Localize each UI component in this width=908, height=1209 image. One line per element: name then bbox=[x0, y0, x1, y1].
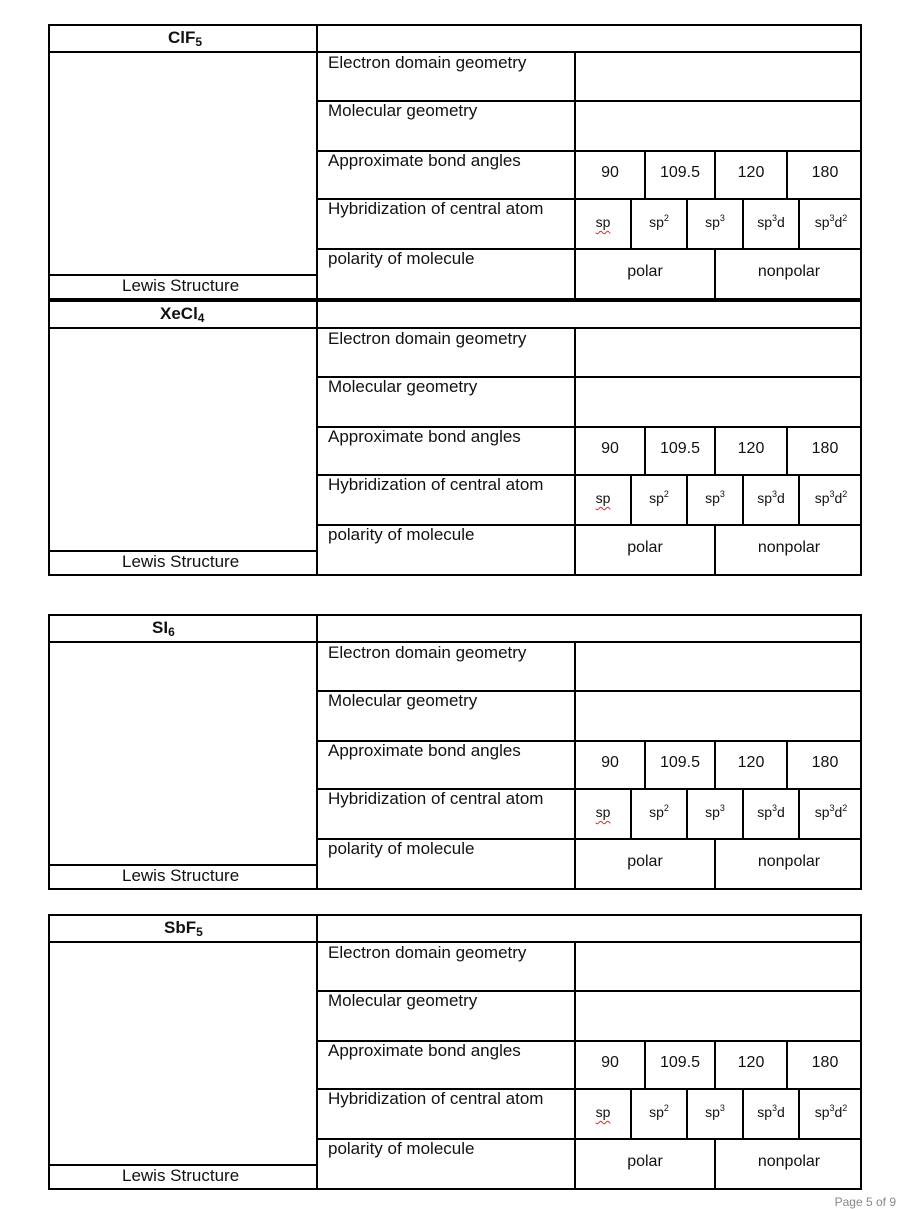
bond-angle-option[interactable]: 109.5 bbox=[659, 754, 701, 771]
electron-domain-geometry-label: Electron domain geometry bbox=[328, 943, 527, 962]
hyb-sup: 2 bbox=[663, 1103, 669, 1113]
molecular-geometry-answer[interactable] bbox=[577, 378, 860, 424]
hyb-sup2: 2 bbox=[842, 1103, 848, 1113]
polar-option[interactable]: polar bbox=[627, 1153, 663, 1170]
hybridization-option[interactable] bbox=[576, 1102, 630, 1122]
molecular-geometry-label: Molecular geometry bbox=[328, 991, 478, 1010]
grid-line bbox=[574, 248, 862, 250]
bond-angle-option[interactable]: 109.5 bbox=[659, 440, 701, 457]
hyb-sup: 2 bbox=[663, 803, 669, 813]
hyb-sup: 3 bbox=[719, 489, 725, 499]
hyb-base: sp bbox=[705, 1104, 720, 1120]
hyb-base: sp bbox=[814, 490, 830, 506]
polarity-label: polarity of molecule bbox=[328, 839, 475, 858]
hybridization-option[interactable] bbox=[800, 1102, 862, 1122]
formula-subscript: 4 bbox=[197, 311, 205, 325]
molecular-geometry-label: Molecular geometry bbox=[328, 101, 478, 120]
formula-subscript: 5 bbox=[196, 925, 203, 939]
molecular-geometry-label: Molecular geometry bbox=[328, 691, 478, 710]
hyb-sup: 2 bbox=[663, 213, 669, 223]
nonpolar-option[interactable]: nonpolar bbox=[757, 539, 821, 556]
hyb-sup: 3 bbox=[771, 213, 777, 223]
hybridization-option[interactable] bbox=[800, 802, 862, 822]
hybridization-option[interactable] bbox=[632, 802, 686, 822]
electron-domain-geometry-label: Electron domain geometry bbox=[328, 643, 527, 662]
hyb-base: sp bbox=[705, 214, 720, 230]
lewis-structure-label: Lewis Structure bbox=[122, 552, 240, 571]
bond-angle-option[interactable]: 180 bbox=[811, 1054, 839, 1071]
grid-line bbox=[316, 914, 318, 1190]
hybridization-label: Hybridization of central atom bbox=[328, 475, 544, 494]
grid-line bbox=[574, 1188, 862, 1190]
hyb-base: sp bbox=[595, 1104, 611, 1120]
grid-line bbox=[316, 300, 318, 576]
hybridization-option[interactable] bbox=[744, 488, 798, 508]
bond-angle-option[interactable]: 180 bbox=[811, 440, 839, 457]
hyb-base: sp bbox=[757, 804, 772, 820]
polarity-label: polarity of molecule bbox=[328, 1139, 475, 1158]
hyb-base: sp bbox=[757, 490, 772, 506]
lewis-structure-label: Lewis Structure bbox=[122, 866, 240, 885]
lewis-structure-area[interactable] bbox=[50, 54, 314, 272]
hyb-base: sp bbox=[757, 1104, 772, 1120]
polarity-label: polarity of molecule bbox=[328, 249, 475, 268]
formula-subscript: 6 bbox=[168, 625, 175, 639]
hyb-base: sp bbox=[814, 1104, 830, 1120]
hyb-sup2: 2 bbox=[842, 803, 848, 813]
electron-domain-geometry-label: Electron domain geometry bbox=[328, 329, 527, 348]
hyb-base: sp bbox=[814, 214, 830, 230]
hybridization-label: Hybridization of central atom bbox=[328, 199, 544, 218]
bond-angles-label: Approximate bond angles bbox=[328, 741, 521, 760]
hyb-base: sp bbox=[649, 1104, 664, 1120]
grid-line bbox=[574, 888, 862, 890]
electron-domain-geometry-answer[interactable] bbox=[577, 330, 860, 374]
hyb-tail: d bbox=[834, 490, 843, 506]
hyb-sup: 3 bbox=[771, 803, 777, 813]
hyb-sup: 3 bbox=[829, 213, 835, 223]
hyb-sup: 3 bbox=[771, 1103, 777, 1113]
bond-angles-label: Approximate bond angles bbox=[328, 151, 521, 170]
hybridization-option[interactable] bbox=[800, 212, 862, 232]
bond-angle-option[interactable]: 180 bbox=[811, 164, 839, 181]
formula-main: SbF bbox=[164, 918, 197, 937]
hybridization-option[interactable] bbox=[688, 212, 742, 232]
lewis-structure-label: Lewis Structure bbox=[122, 1166, 240, 1185]
grid-line bbox=[574, 1088, 862, 1090]
hyb-base: sp bbox=[705, 490, 720, 506]
hyb-sup: 3 bbox=[829, 803, 835, 813]
hyb-base: sp bbox=[595, 214, 611, 230]
hyb-sup2: 2 bbox=[842, 213, 848, 223]
grid-line bbox=[574, 426, 862, 428]
grid-line bbox=[574, 574, 862, 576]
bond-angle-option[interactable]: 90 bbox=[601, 1054, 619, 1071]
bond-angles-label: Approximate bond angles bbox=[328, 427, 521, 446]
hybridization-option[interactable] bbox=[800, 488, 862, 508]
hybridization-option[interactable] bbox=[688, 1102, 742, 1122]
grid-line bbox=[574, 1040, 862, 1042]
lewis-structure-label: Lewis Structure bbox=[122, 276, 240, 295]
hybridization-option[interactable] bbox=[744, 1102, 798, 1122]
nonpolar-option[interactable]: nonpolar bbox=[757, 853, 821, 870]
grid-line bbox=[574, 474, 862, 476]
formula-main: XeCl bbox=[160, 304, 198, 323]
hybridization-option[interactable] bbox=[744, 802, 798, 822]
hyb-tail: d bbox=[777, 214, 785, 230]
hyb-base: sp bbox=[705, 804, 720, 820]
hyb-sup: 2 bbox=[663, 489, 669, 499]
electron-domain-geometry-answer[interactable] bbox=[577, 54, 860, 98]
hybridization-option[interactable] bbox=[632, 1102, 686, 1122]
hyb-sup: 3 bbox=[771, 489, 777, 499]
formula-main: ClF bbox=[168, 28, 196, 47]
lewis-structure-area[interactable] bbox=[50, 944, 314, 1162]
molecule-formula bbox=[168, 28, 202, 48]
molecule-formula bbox=[152, 618, 175, 638]
bond-angle-option[interactable]: 120 bbox=[737, 754, 765, 771]
hyb-sup2: 2 bbox=[842, 489, 848, 499]
grid-line bbox=[574, 838, 862, 840]
electron-domain-geometry-answer[interactable] bbox=[577, 944, 860, 988]
molecule-formula bbox=[160, 304, 204, 324]
grid-line bbox=[574, 740, 862, 742]
hybridization-option[interactable] bbox=[632, 212, 686, 232]
hyb-sup: 3 bbox=[719, 1103, 725, 1113]
grid-line bbox=[574, 524, 862, 526]
hyb-base: sp bbox=[649, 490, 664, 506]
hyb-base: sp bbox=[814, 804, 830, 820]
bond-angles-label: Approximate bond angles bbox=[328, 1041, 521, 1060]
molecule-formula bbox=[164, 918, 203, 938]
hybridization-option[interactable] bbox=[632, 488, 686, 508]
nonpolar-option[interactable]: nonpolar bbox=[757, 263, 821, 280]
electron-domain-geometry-label: Electron domain geometry bbox=[328, 53, 527, 72]
molecular-geometry-answer[interactable] bbox=[577, 102, 860, 148]
bond-angle-option[interactable]: 120 bbox=[737, 164, 765, 181]
polar-option[interactable]: polar bbox=[627, 539, 663, 556]
nonpolar-option[interactable]: nonpolar bbox=[757, 1153, 821, 1170]
hyb-base: sp bbox=[649, 214, 664, 230]
grid-line bbox=[316, 614, 318, 890]
lewis-structure-area[interactable] bbox=[50, 330, 314, 548]
hybridization-option[interactable] bbox=[576, 212, 630, 232]
bond-angle-option[interactable]: 109.5 bbox=[659, 1054, 701, 1071]
hyb-tail: d bbox=[834, 1104, 843, 1120]
hyb-base: sp bbox=[757, 214, 772, 230]
hyb-base: sp bbox=[649, 804, 664, 820]
hyb-tail: d bbox=[834, 214, 843, 230]
hyb-tail: d bbox=[777, 804, 785, 820]
hyb-tail: d bbox=[834, 804, 843, 820]
polar-option[interactable]: polar bbox=[627, 853, 663, 870]
hybridization-option[interactable] bbox=[576, 802, 630, 822]
bond-angle-option[interactable]: 120 bbox=[737, 440, 765, 457]
formula-subscript: 5 bbox=[195, 35, 203, 49]
hybridization-option[interactable] bbox=[688, 488, 742, 508]
lewis-structure-area[interactable] bbox=[50, 644, 314, 862]
hyb-tail: d bbox=[777, 490, 785, 506]
bond-angle-option[interactable]: 90 bbox=[601, 754, 619, 771]
molecular-geometry-answer[interactable] bbox=[577, 992, 860, 1038]
hyb-sup: 3 bbox=[829, 1103, 835, 1113]
polarity-label: polarity of molecule bbox=[328, 525, 475, 544]
bond-angle-option[interactable]: 180 bbox=[811, 754, 839, 771]
hybridization-label: Hybridization of central atom bbox=[328, 1089, 544, 1108]
electron-domain-geometry-answer[interactable] bbox=[577, 644, 860, 688]
hyb-base: sp bbox=[595, 490, 611, 506]
grid-line bbox=[316, 24, 318, 300]
grid-line bbox=[574, 198, 862, 200]
formula-main: SI bbox=[152, 618, 169, 637]
bond-angle-option[interactable]: 120 bbox=[737, 1054, 765, 1071]
hybridization-label: Hybridization of central atom bbox=[328, 789, 544, 808]
bond-angle-option[interactable]: 109.5 bbox=[659, 164, 701, 181]
hyb-sup: 3 bbox=[829, 489, 835, 499]
hyb-sup: 3 bbox=[719, 213, 725, 223]
bond-angle-option[interactable]: 90 bbox=[601, 440, 619, 457]
page-footer: Page 5 of 9 bbox=[834, 1195, 896, 1209]
hyb-tail: d bbox=[777, 1104, 785, 1120]
hybridization-option[interactable] bbox=[744, 212, 798, 232]
molecular-geometry-label: Molecular geometry bbox=[328, 377, 478, 396]
hyb-sup: 3 bbox=[719, 803, 725, 813]
grid-line bbox=[574, 1138, 862, 1140]
bond-angle-option[interactable]: 90 bbox=[601, 164, 619, 181]
hyb-base: sp bbox=[595, 804, 611, 820]
grid-line bbox=[574, 788, 862, 790]
grid-line bbox=[574, 150, 862, 152]
molecular-geometry-answer[interactable] bbox=[577, 692, 860, 738]
polar-option[interactable]: polar bbox=[627, 263, 663, 280]
hybridization-option[interactable] bbox=[688, 802, 742, 822]
hybridization-option[interactable] bbox=[576, 488, 630, 508]
